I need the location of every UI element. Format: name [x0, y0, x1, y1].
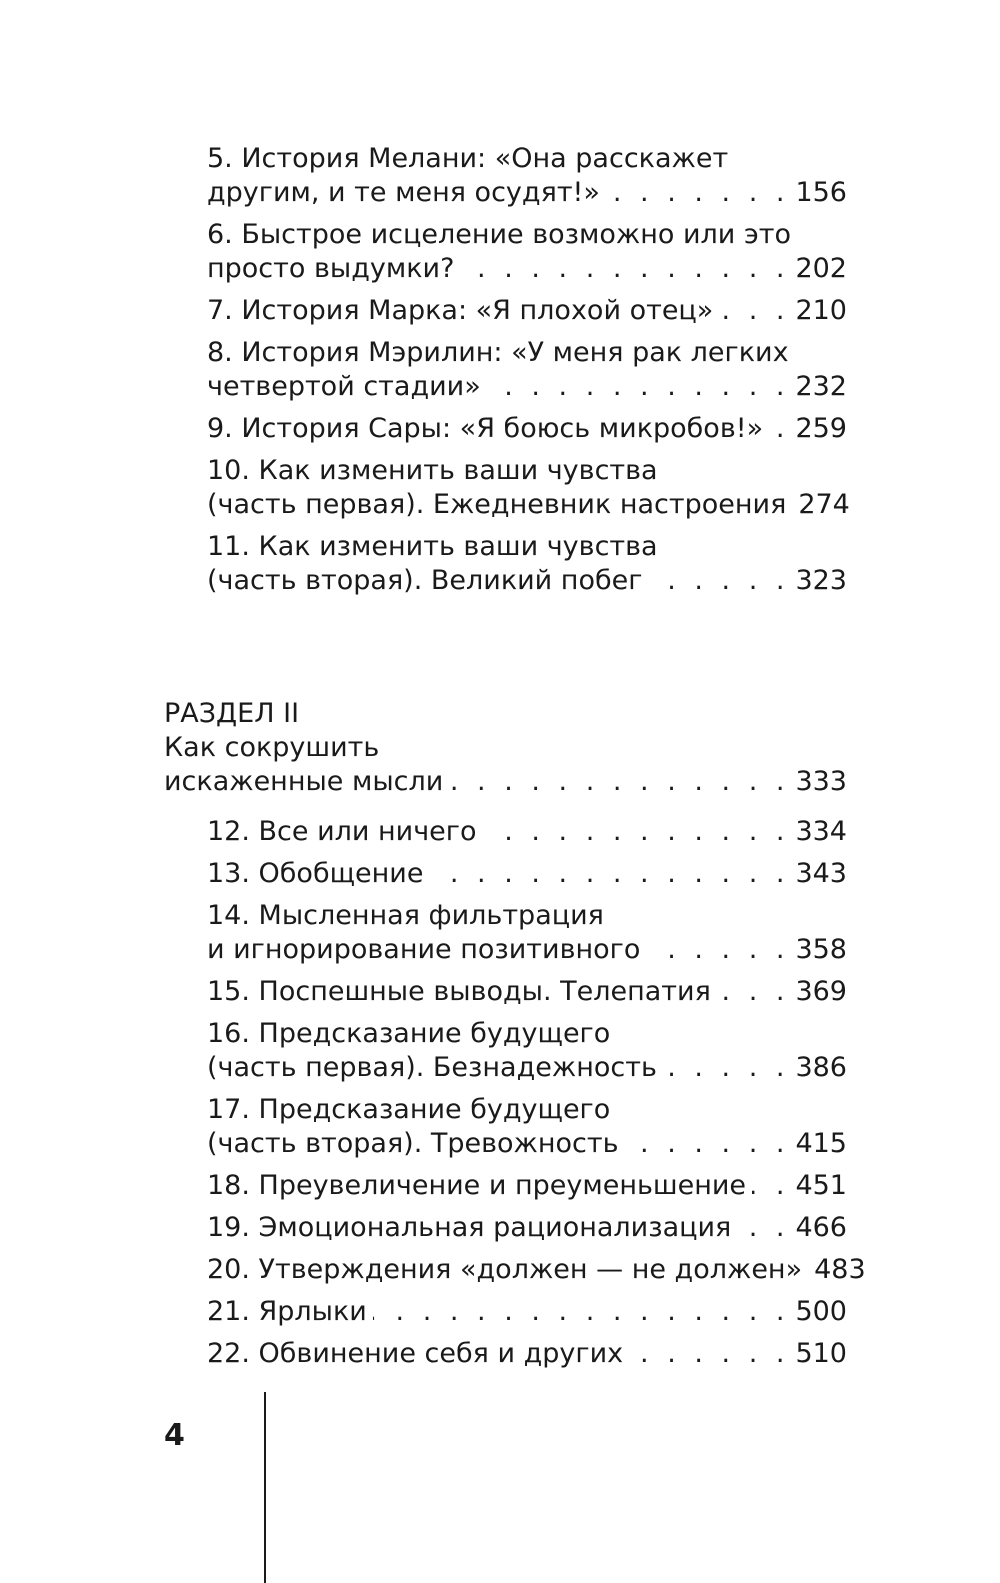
toc-entry [207, 857, 847, 891]
toc-entry-page-number: 210 [795, 295, 847, 326]
dot-leader [429, 857, 789, 891]
toc-entry-last-line [207, 564, 847, 598]
toc-entry [207, 899, 847, 967]
toc-entry-line: 5. История Мелани: «Она расскажет [207, 143, 729, 174]
toc-entry-title: другим, и те меня осудят!» [207, 177, 600, 208]
toc-entry-last-line [207, 1051, 847, 1085]
toc-entry-last-line [207, 294, 847, 328]
dot-leader [460, 252, 789, 286]
toc-entry-title: и игнорирование позитивного [207, 934, 641, 965]
toc-entry-page-number: 202 [795, 253, 847, 284]
dot-leader [752, 1169, 789, 1203]
toc-entry-title: четвертой стадии» [207, 371, 481, 402]
dot-leader [449, 765, 789, 799]
dot-leader [719, 294, 789, 328]
section-title-line: Как сокрушить [164, 732, 380, 763]
toc-entry-page-number: 483 [814, 1254, 866, 1285]
toc-entry-last-line [207, 1211, 847, 1245]
toc-entry [207, 454, 850, 522]
toc-entry-page-number: 466 [795, 1212, 847, 1243]
dot-leader [606, 176, 790, 210]
toc-entry [207, 1295, 847, 1329]
toc-entry-last-line [207, 1127, 847, 1161]
toc-entry-page-number: 232 [795, 371, 847, 402]
toc-entry-title: 18. Преувеличение и преуменьшение [207, 1170, 747, 1201]
toc-part1-list [207, 142, 850, 606]
toc-entry-page-number: 510 [795, 1338, 847, 1369]
toc-entry-title: (часть вторая). Тревожность [207, 1128, 619, 1159]
toc-entry-page-number: 451 [795, 1170, 847, 1201]
section-title-last [164, 765, 847, 799]
toc-entry-title: 19. Эмоциональная рационализация [207, 1212, 732, 1243]
toc-entry-title: 7. История Марка: «Я плохой отец» [207, 295, 714, 326]
toc-entry-line: 17. Предсказание будущего [207, 1094, 611, 1125]
toc-entry-line: 8. История Мэрилин: «У меня рак легких [207, 337, 789, 368]
dot-leader [483, 815, 790, 849]
toc-entry-last-line [207, 933, 847, 967]
toc-entry-line: 16. Предсказание будущего [207, 1018, 611, 1049]
page-number: 4 [164, 1418, 185, 1453]
dot-leader [487, 370, 790, 404]
toc-entry-page-number: 500 [795, 1296, 847, 1327]
dot-leader [717, 975, 790, 1009]
dot-leader [769, 412, 789, 446]
toc-entry-page-number: 358 [795, 934, 847, 965]
toc-entry-title: 20. Утверждения «должен — не должен» [207, 1254, 803, 1285]
toc-entry-title: (часть вторая). Великий побег [207, 565, 643, 596]
toc-entry-title: 13. Обобщение [207, 858, 424, 889]
toc-entry [207, 142, 847, 210]
toc-entry-last-line [207, 488, 850, 522]
toc-entry-page-number: 274 [798, 489, 850, 520]
toc-entry [207, 1337, 847, 1371]
toc-entry-last-line [207, 975, 847, 1009]
toc-entry-last-line [207, 857, 847, 891]
toc-entry-line: 14. Мысленная фильтрация [207, 900, 604, 931]
toc-entry [207, 412, 847, 446]
dot-leader [663, 1051, 790, 1085]
toc-entry-last-line [207, 815, 847, 849]
toc-entry-title: просто выдумки? [207, 253, 455, 284]
toc-entry [207, 530, 847, 598]
toc-entry [207, 336, 847, 404]
toc-entry-page-number: 156 [795, 177, 847, 208]
toc-entry-line: 11. Как изменить ваши чувства [207, 531, 658, 562]
toc-section2-list [207, 815, 866, 1379]
toc-entry-last-line [207, 1253, 866, 1287]
toc-entry-title: 15. Поспешные выводы. Телепатия [207, 976, 711, 1007]
toc-entry-last-line [207, 412, 847, 446]
toc-entry [207, 1211, 847, 1245]
dot-leader [648, 564, 789, 598]
toc-entry-last-line [207, 176, 847, 210]
dot-leader [629, 1337, 789, 1371]
toc-entry-title: 21. Ярлыки [207, 1296, 367, 1327]
toc-entry [207, 218, 847, 286]
toc-entry-title: (часть первая). Ежедневник настроения [207, 489, 787, 520]
toc-entry-page-number: 259 [795, 413, 847, 444]
toc-entry-page-number: 323 [795, 565, 847, 596]
toc-entry [207, 975, 847, 1009]
toc-entry-page-number: 369 [795, 976, 847, 1007]
toc-entry-title: 12. Все или ничего [207, 816, 477, 847]
section-heading [164, 697, 847, 799]
toc-entry [207, 815, 847, 849]
toc-entry-last-line [207, 1169, 847, 1203]
dot-leader [737, 1211, 789, 1245]
toc-entry [207, 1093, 847, 1161]
toc-entry-title: 22. Обвинение себя и других [207, 1338, 624, 1369]
page-divider-line [264, 1392, 266, 1583]
dot-leader [625, 1127, 790, 1161]
toc-entry-last-line [207, 1295, 847, 1329]
dot-leader [373, 1295, 790, 1329]
section-page-number: 333 [795, 766, 847, 797]
toc-entry-page-number: 415 [795, 1128, 847, 1159]
toc-entry-last-line [207, 252, 847, 286]
toc-entry [207, 1253, 866, 1287]
section-title-entry [164, 731, 847, 799]
toc-entry-line: 10. Как изменить ваши чувства [207, 455, 658, 486]
toc-entry-title: 9. История Сары: «Я боюсь микробов!» [207, 413, 764, 444]
toc-entry [207, 1169, 847, 1203]
toc-entry [207, 1017, 847, 1085]
toc-entry-page-number: 334 [795, 816, 847, 847]
toc-entry [207, 294, 847, 328]
section-title-text: искаженные мысли [164, 766, 444, 797]
toc-entry-title: (часть первая). Безнадежность [207, 1052, 657, 1083]
section-label: РАЗДЕЛ II [164, 698, 300, 729]
toc-entry-page-number: 386 [795, 1052, 847, 1083]
toc-entry-last-line [207, 370, 847, 404]
toc-entry-line: 6. Быстрое исцеление возможно или это [207, 219, 792, 250]
dot-leader [646, 933, 789, 967]
toc-entry-page-number: 343 [795, 858, 847, 889]
toc-entry-last-line [207, 1337, 847, 1371]
